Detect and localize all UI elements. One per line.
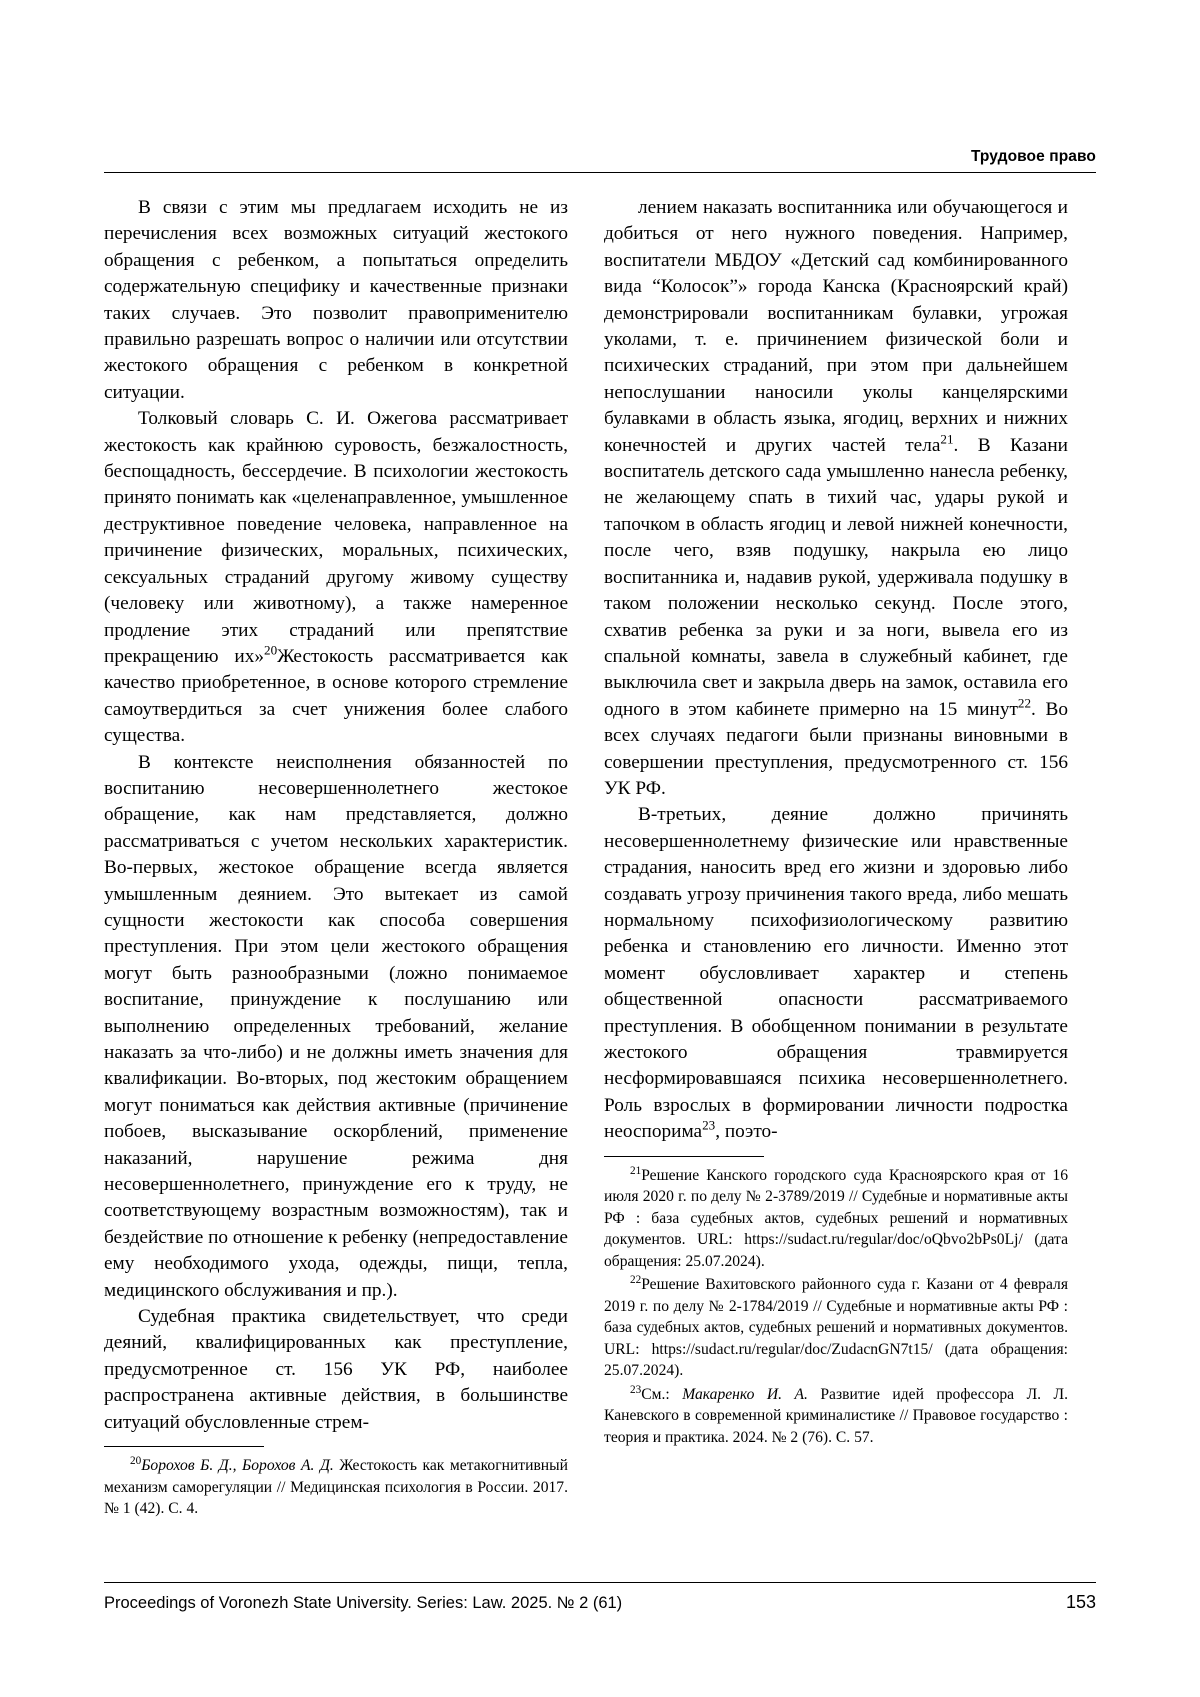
footnote-ref-23[interactable]: 23 (702, 1117, 716, 1133)
footer-row (104, 1592, 1096, 1613)
header-rule (104, 172, 1096, 173)
left-column (104, 195, 568, 1522)
paragraph (104, 406, 568, 749)
footnote-text: Решение Вахитовского районного суда г. Казани от 4 февраля 2019 г. по делу № 2-1784/2019 // Судебные и нормативные акты РФ : база судебных актов, судебных решений и нормативных документов. URL: https://sudact.ru/regular/doc/ZudacnGN7t15/ (дата обращения: 25.07.2024). (604, 1276, 1068, 1380)
section-title: Трудовое право (970, 148, 1096, 165)
text-columns (104, 195, 1096, 1522)
right-column (604, 195, 1068, 1450)
page-footer (104, 1582, 1096, 1613)
footnote-ref-22[interactable]: 22 (1017, 695, 1032, 711)
left-footnotes (104, 1455, 568, 1520)
footnote-author: Макаренко И. А. (682, 1385, 808, 1403)
paragraph-text: Толковый словарь С. И. Ожегова рассматривает жестокость как крайнюю суровость, безжалостность, беспощадность, бессердечие. В психологии жестокость принято понимать как «целенаправленное, умышленное деструктивное поведение человека, направленное на причинение физических, моральных, психических, сексуальных страданий другому живому существу (человеку или животному), а также намеренное продление этих страданий или препятствие прекращению их» (104, 408, 568, 667)
paragraph (604, 802, 1068, 1145)
footnote-item (604, 1165, 1068, 1273)
footnote-text: Развитие идей профессора Л. Л. Каневского в современной криминалистике // Правовое государство : теория и практика. 2024. № 2 (76). С. 57. (604, 1385, 1068, 1446)
footnote-number: 21 (630, 1164, 642, 1177)
footnote-number: 23 (630, 1383, 642, 1396)
footnote-item (104, 1455, 568, 1520)
right-footnotes (604, 1165, 1068, 1449)
paragraph-text-cont: Жестокость рассматривается как качество приобретенное, в основе которого стремление самоутвердиться за счет унижения более слабого существа. (104, 645, 568, 747)
page-number: 153 (1065, 1592, 1096, 1612)
paragraph: Судебная практика свидетельствует, что среди деяний, квалифицированных как преступление, предусмотренное ст. 156 УК РФ, наиболее распространена активные действия, в большинстве ситуаций обусловленные стрем- (104, 1306, 568, 1433)
footnote-item (604, 1274, 1068, 1382)
footnote-separator (104, 1446, 264, 1447)
footer-rule (104, 1582, 1096, 1583)
footnote-item (604, 1384, 1068, 1449)
journal-citation: Proceedings of Voronezh State University. Series: Law. 2025. № 2 (61) (104, 1594, 623, 1612)
paragraph-text-cont2: . Во всех случаях педагоги были признаны виновными в совершении преступления, предусмотренного ст. 156 УК РФ. (604, 698, 1068, 799)
paragraph-text-cont: , поэто- (715, 1121, 778, 1143)
paragraph-text: В-третьих, деяние должно причинять несовершеннолетнему физические или нравственные страдания, наносить вред его жизни и здоровью либо создавать угрозу причинения такого вреда, либо мешать нормальному психофизиологическому развитию ребенка и становлению его личности. Именно этот момент обусловливает характер и степень общественной опасности рассматриваемого преступления. В обобщенном понимании в результате жестокого обращения травмируется несформировавшаяся психика несовершеннолетнего. Роль взрослых в формировании личности подростка неоспорима (604, 804, 1068, 1143)
paragraph: В контексте неисполнения обязанностей по воспитанию несовершеннолетнего жестокое обращение, как нам представляется, должно рассматриваться с учетом нескольких характеристик. Во-первых, жестокое обращение всегда является умышленным деянием. Это вытекает из самой сущности жестокости как способа совершения преступления. При этом цели жестокого обращения могут быть разнообразными (ложно понимаемое воспитание, принуждение к послушанию или выполнению определенных требований, желание наказать за что-либо) и не должны иметь значения для квалификации. Во-вторых, под жестоким обращением могут пониматься как действия активные (причинение побоев, высказывание оскорблений, применение наказаний, нарушение режима дня несовершеннолетнего, принуждение его к труду, не соответствующему возрастным возможностям), так и бездействие по отношение к ребенку (непредоставление ему необходимого ухода, одежды, пищи, тепла, медицинского обслуживания и пр.). (104, 751, 568, 1301)
footnote-prefix: См.: (641, 1385, 683, 1403)
footnote-author: Борохов Б. Д., Борохов А. Д. (141, 1457, 334, 1475)
paragraph-text-cont: . В Казани воспитатель детского сада умышленно нанесла ребенку, не желающему спать в тихий час, удары рукой и тапочком в область ягодиц и левой нижней конечности, после чего, взяв подушку, накрыла ею лицо воспитанника и, надавив рукой, удерживала подушку в таком положении несколько секунд. После этого, схватив ребенка за руки и за ноги, вывела его из спальной комнаты, завела в служебный кабинет, где выключила свет и закрыла дверь на замок, оставила его одного в этом кабинете примерно на 15 минут (604, 434, 1069, 720)
footnote-text: Жестокость как метакогнитивный механизм саморегуляции // Медицинская психология в России. 2017. № 1 (42). С. 4. (104, 1457, 568, 1518)
running-header (104, 148, 1096, 172)
footnote-ref-20[interactable]: 20 (264, 642, 278, 658)
paragraph: В связи с этим мы предлагаем исходить не из перечисления всех возможных ситуаций жестокого обращения с ребенком, а попытаться определить содержательную специфику и качественные признаки таких случаев. Это позволит правоприменителю правильно разрешать вопрос о наличии или отсутствии жестокого обращения с ребенком в конкретной ситуации. (104, 197, 568, 403)
footnote-number: 22 (630, 1273, 642, 1286)
footnote-ref-21[interactable]: 21 (940, 431, 954, 447)
footnote-text: Решение Канского городского суда Красноярского края от 16 июля 2020 г. по делу № 2-3789/2019 // Судебные и нормативные акты РФ : база судебных актов, судебных решений и нормативных документов. URL: https://sudact.ru/regular/doc/oQbvo2bPs0Lj/ (дата обращения: 25.07.2024). (604, 1166, 1068, 1270)
paragraph-text: лением наказать воспитанника или обучающегося и добиться от него нужного поведения. Например, воспитатели МБДОУ «Детский сад комбинированного вида “Колосок”» города Канска (Красноярский край) демонстрировали воспитанникам булавки, угрожая уколами, т. е. причинением физической боли и психических страданий, при этом при дальнейшем непослушании наносили уколы канцелярскими булавками в область языка, ягодиц, верхних и нижних конечностей и других частей тела (604, 197, 1068, 456)
footnote-separator (604, 1156, 764, 1157)
footnote-number: 20 (130, 1454, 142, 1467)
paragraph (604, 195, 1068, 802)
